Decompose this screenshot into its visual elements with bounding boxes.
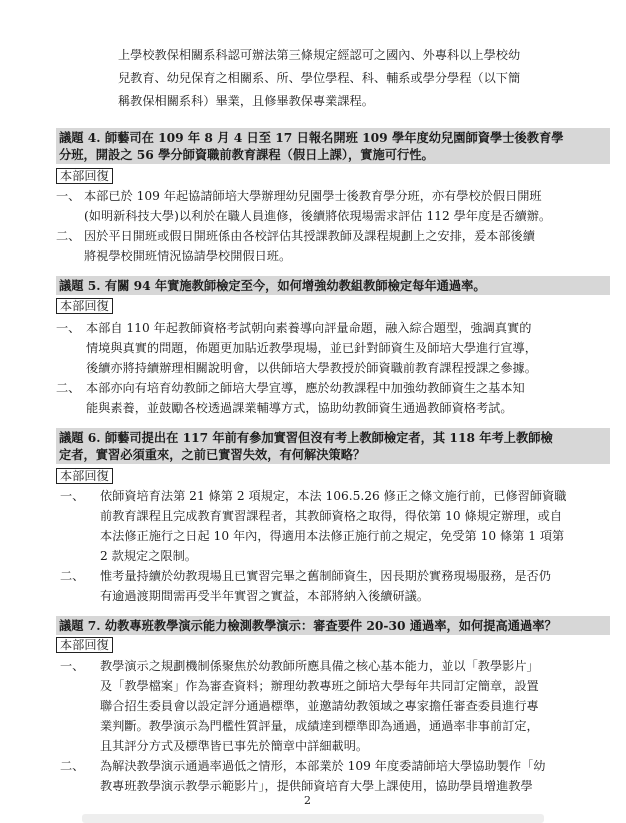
list-item-line: 情境與真實的問題，佈題更加貼近教學現場，並已針對師資生及師培大學進行宣導， xyxy=(86,341,537,355)
list-item-line: 教學演示之規劃機制係聚焦於幼教師所應具備之核心基本能力，並以「教學影片」 xyxy=(100,659,539,673)
list-item-line: 教專班教學演示教學示範影片」，提供師資培育大學上課使用，協助學員增進教學 xyxy=(100,779,533,793)
list-item-line: 有逾過渡期間需再受半年實習之實益，本部將納入後續研議。 xyxy=(100,589,430,603)
list-item-line: 本法修正施行之日起 10 年內，得適用本法修正施行前之規定，免受第 10 條第 1 項第 xyxy=(100,529,565,543)
list-item-line: 後續亦將持續辦理相關說明會，以供師培大學教授於師資職前教育課程授課之參據。 xyxy=(86,361,537,375)
reply-label: 本部回復 xyxy=(56,637,113,653)
intro-line: 兒教育、幼兒保育之相關系、所、學位學程、科、輔系或學分學程（以下簡 xyxy=(118,71,521,85)
issue-7-heading: 議題 7. 幼教專班教學演示能力檢測教學演示：審查要件 20-30 通過率，如何提高通過率？ xyxy=(56,616,610,635)
issue-6-heading: 議題 6. 師藝司提出在 117 年前有參加實習但沒有考上教師檢定者，其 118 年考上教師檢 定者，實習必須重來，之前已實習失效，有何解決策略？ xyxy=(56,428,610,464)
list-item-line: 因於平日開班或假日開班係由各校評估其授課教師及課程規劃上之安排，爰本部後續 xyxy=(84,229,535,243)
list-number: 二、 xyxy=(60,759,85,773)
list-item-line: 本部已於 109 年起協請師培大學辦理幼兒園學士後教育學分班，亦有學校於假日開班 xyxy=(84,189,542,203)
list-item-line: 業判斷。教學演示為門檻性質評量，成績達到標準即為通過，通過率非事前訂定， xyxy=(100,719,539,733)
list-number: 一、 xyxy=(56,321,81,335)
list-number: 一、 xyxy=(56,189,81,203)
list-item-line: 本部亦向有培育幼教師之師培大學宣導，應於幼教課程中加強幼教師資生之基本知 xyxy=(86,381,525,395)
list-item-line: 且其評分方式及標準皆已事先於簡章中詳細載明。 xyxy=(100,739,369,753)
list-item-line: 將視學校開班情況協請學校開假日班。 xyxy=(84,249,292,263)
list-item-line: 聯合招生委員會以設定評分通過標準，並邀請幼教領域之專家擔任審查委員進行專 xyxy=(100,699,539,713)
list-item-line: 前教育課程且完成教育實習課程者，其教師資格之取得，得依第 10 條規定辦理，或自 xyxy=(100,509,563,523)
list-number: 二、 xyxy=(60,569,85,583)
list-item-line: 依師資培育法第 21 條第 2 項規定，本法 106.5.26 修正之條文施行前，已修習師資職 xyxy=(100,489,567,503)
list-item-line: 為解決教學演示通過率過低之情形，本部業於 109 年度委請師培大學協助製作「幼 xyxy=(100,759,546,773)
reply-label: 本部回復 xyxy=(56,468,113,484)
page-number: 2 xyxy=(304,794,311,807)
list-item-line: (如明新科技大學)以利於在職人員進修，後續將依現場需求評估 112 學年度是否續辦。 xyxy=(84,209,552,223)
issue-4-heading: 議題 4. 師藝司在 109 年 8 月 4 日至 17 日報名開班 109 學年度幼兒園師資學士後教育學 分班，開設之 56 學分師資職前教育課程（假日上課），實施可行性。 xyxy=(56,128,610,164)
list-number: 一、 xyxy=(60,489,85,503)
list-item-line: 及「教學檔案」作為審查資料；辦理幼教專班之師培大學每年共同訂定簡章，設置 xyxy=(100,679,539,693)
intro-line: 稱教保相關系科）畢業，且修畢教保專業課程。 xyxy=(118,94,374,108)
list-item-line: 能與素養，並鼓勵各校透過課業輔導方式，協助幼教師資生通過教師資格考試。 xyxy=(86,401,513,415)
list-number: 一、 xyxy=(60,659,85,673)
reply-label: 本部回復 xyxy=(56,168,113,184)
issue-5-heading: 議題 5. 有關 94 年實施教師檢定至今，如何增強幼教組教師檢定每年通過率。 xyxy=(56,276,610,295)
list-item-line: 本部自 110 年起教師資格考試朝向素養導向評量命題，融入綜合題型，強調真實的 xyxy=(86,321,532,335)
list-number: 二、 xyxy=(56,381,81,395)
viewer-scrollbar[interactable] xyxy=(82,814,544,823)
list-item-line: 2 款規定之限制。 xyxy=(100,549,197,563)
list-number: 二、 xyxy=(56,229,81,243)
reply-label: 本部回復 xyxy=(56,298,113,314)
intro-line: 上學校教保相關系科認可辦法第三條規定經認可之國內、外專科以上學校幼 xyxy=(118,48,521,62)
list-item-line: 惟考量持續於幼教現場且已實習完畢之舊制師資生，因長期於實務現場服務，是否仍 xyxy=(100,569,551,583)
